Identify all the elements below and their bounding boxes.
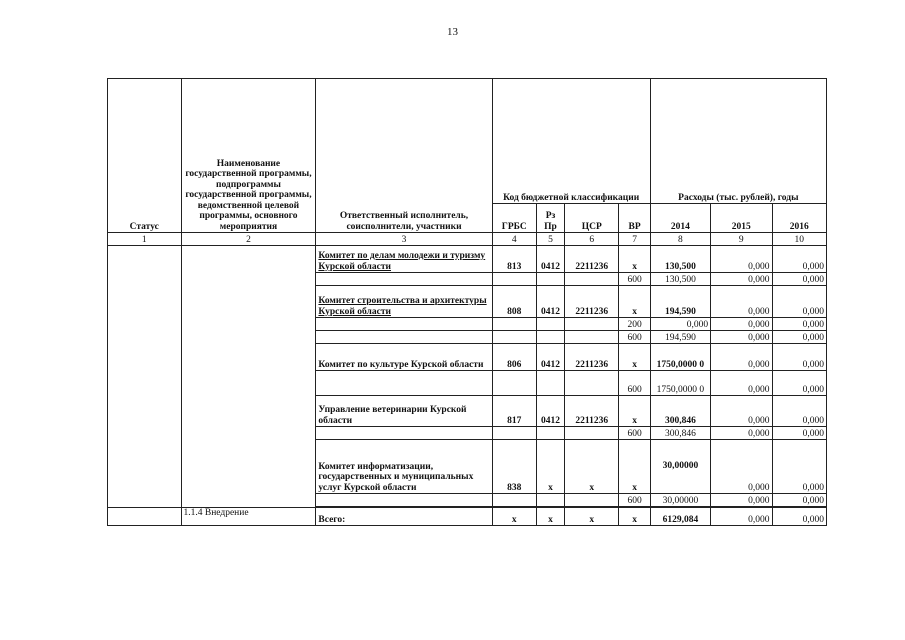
vr-cell: х bbox=[619, 344, 650, 371]
value-2014: 130,500 bbox=[650, 273, 710, 286]
value-2014: 300,846 bbox=[650, 427, 710, 440]
value-2014: 194,590 bbox=[650, 286, 710, 318]
column-number: 9 bbox=[711, 233, 772, 246]
value-2016: 0,000 bbox=[772, 273, 826, 286]
vr-cell: 600 bbox=[619, 273, 650, 286]
column-number: 8 bbox=[650, 233, 710, 246]
rzpr-cell: 0412 bbox=[536, 246, 564, 273]
status-cell bbox=[108, 508, 182, 526]
value-2015: 0,000 bbox=[711, 318, 772, 331]
executor-cell: Комитет информатизации, государственных и муниципальных услуг Курской области bbox=[316, 440, 492, 494]
vr-cell: 600 bbox=[619, 331, 650, 344]
vr-cell: х bbox=[619, 440, 650, 494]
vr-cell: х bbox=[619, 396, 650, 427]
rzpr-cell: х bbox=[536, 440, 564, 494]
value-2014: 30,00000 bbox=[650, 494, 710, 507]
grbs-cell: 808 bbox=[492, 286, 536, 318]
rzpr-cell: 0412 bbox=[536, 286, 564, 318]
vr-cell: х bbox=[619, 286, 650, 318]
grbs-cell: 838 bbox=[492, 440, 536, 494]
csr-cell: 2211236 bbox=[565, 246, 619, 273]
value-2015: 0,000 bbox=[711, 286, 772, 318]
value-2016: 0,000 bbox=[772, 246, 826, 273]
column-number: 5 bbox=[536, 233, 564, 246]
grbs-cell: 813 bbox=[492, 246, 536, 273]
budget-table bbox=[107, 78, 827, 526]
page-number: 13 bbox=[447, 26, 458, 38]
value-2016: 0,000 bbox=[772, 286, 826, 318]
column-number: 10 bbox=[772, 233, 826, 246]
value-2014: 194,590 bbox=[650, 331, 710, 344]
value-2015: 0,000 bbox=[711, 427, 772, 440]
header-2015: 2015 bbox=[711, 204, 772, 233]
value-2015: 0,000 bbox=[711, 371, 772, 396]
grbs-cell: 806 bbox=[492, 344, 536, 371]
header-csr: ЦСР bbox=[565, 204, 619, 233]
value-2015: 0,000 bbox=[711, 273, 772, 286]
program-cell: 1.1.4 Внедрение bbox=[181, 508, 316, 526]
header-grbs: ГРБС bbox=[492, 204, 536, 233]
value-2016: 0,000 bbox=[772, 344, 826, 371]
rzpr-cell: 0412 bbox=[536, 344, 564, 371]
header-executor: Ответственный исполнитель, соисполнители, участники bbox=[316, 79, 492, 233]
value-2016: 0,000 bbox=[772, 318, 826, 331]
column-number: 1 bbox=[108, 233, 182, 246]
header-2016: 2016 bbox=[772, 204, 826, 233]
vr-cell: 200 bbox=[619, 318, 650, 331]
csr-cell: х bbox=[565, 508, 619, 526]
grbs-cell: х bbox=[492, 508, 536, 526]
header-budget-code: Код бюджетной классификации bbox=[492, 79, 650, 204]
column-number: 3 bbox=[316, 233, 492, 246]
column-number: 7 bbox=[619, 233, 650, 246]
executor-cell: Комитет по культуре Курской области bbox=[316, 344, 492, 371]
header-expenses: Расходы (тыс. рублей), годы bbox=[650, 79, 826, 204]
csr-cell: 2211236 bbox=[565, 344, 619, 371]
csr-cell: х bbox=[565, 440, 619, 494]
value-2015: 0,000 bbox=[711, 396, 772, 427]
value-2015: 0,000 bbox=[711, 440, 772, 494]
executor-cell: Управление ветеринарии Курской области bbox=[316, 396, 492, 427]
header-vr: ВР bbox=[619, 204, 650, 233]
csr-cell: 2211236 bbox=[565, 396, 619, 427]
value-2016: 0,000 bbox=[772, 371, 826, 396]
value-2015: 0,000 bbox=[711, 331, 772, 344]
column-number: 2 bbox=[181, 233, 316, 246]
grbs-cell: 817 bbox=[492, 396, 536, 427]
value-2014: 1750,0000 0 bbox=[650, 344, 710, 371]
executor-cell: Комитет по делам молодежи и туризму Курской области bbox=[316, 246, 492, 273]
executor-cell: Всего: bbox=[316, 508, 492, 526]
vr-cell: х bbox=[619, 508, 650, 526]
header-rzpr: Рз Пр bbox=[536, 204, 564, 233]
executor-cell: Комитет строительства и архитектуры Курской области bbox=[316, 286, 492, 318]
value-2015: 0,000 bbox=[711, 508, 772, 526]
value-2014: 1750,0000 0 bbox=[650, 371, 710, 396]
value-2016: 0,000 bbox=[772, 396, 826, 427]
vr-cell: 600 bbox=[619, 371, 650, 396]
value-2014: 30,00000 bbox=[650, 440, 710, 494]
vr-cell: 600 bbox=[619, 494, 650, 507]
table-row bbox=[108, 508, 827, 526]
value-2015: 0,000 bbox=[711, 344, 772, 371]
value-2014: 300,846 bbox=[650, 396, 710, 427]
value-2014: 130,500 bbox=[650, 246, 710, 273]
program-cell bbox=[181, 246, 316, 508]
value-2015: 0,000 bbox=[711, 246, 772, 273]
header-program-name: Наименование государственной программы, подпрограммы государственной программы, ведомственной целевой программы, основного мероприятия bbox=[181, 79, 316, 233]
header-status: Статус bbox=[108, 79, 182, 233]
column-number-row bbox=[108, 233, 827, 246]
value-2016: 0,000 bbox=[772, 494, 826, 507]
column-number: 4 bbox=[492, 233, 536, 246]
status-cell bbox=[108, 246, 182, 508]
vr-cell: 600 bbox=[619, 427, 650, 440]
header-2014: 2014 bbox=[650, 204, 710, 233]
value-2014: 0,000 bbox=[650, 318, 710, 331]
value-2016: 0,000 bbox=[772, 427, 826, 440]
rzpr-cell: х bbox=[536, 508, 564, 526]
csr-cell: 2211236 bbox=[565, 286, 619, 318]
value-2015: 0,000 bbox=[711, 494, 772, 507]
value-2014: 6129,084 bbox=[650, 508, 710, 526]
value-2016: 0,000 bbox=[772, 440, 826, 494]
vr-cell: х bbox=[619, 246, 650, 273]
rzpr-cell: 0412 bbox=[536, 396, 564, 427]
column-number: 6 bbox=[565, 233, 619, 246]
value-2016: 0,000 bbox=[772, 331, 826, 344]
table-row bbox=[108, 246, 827, 273]
value-2016: 0,000 bbox=[772, 508, 826, 526]
